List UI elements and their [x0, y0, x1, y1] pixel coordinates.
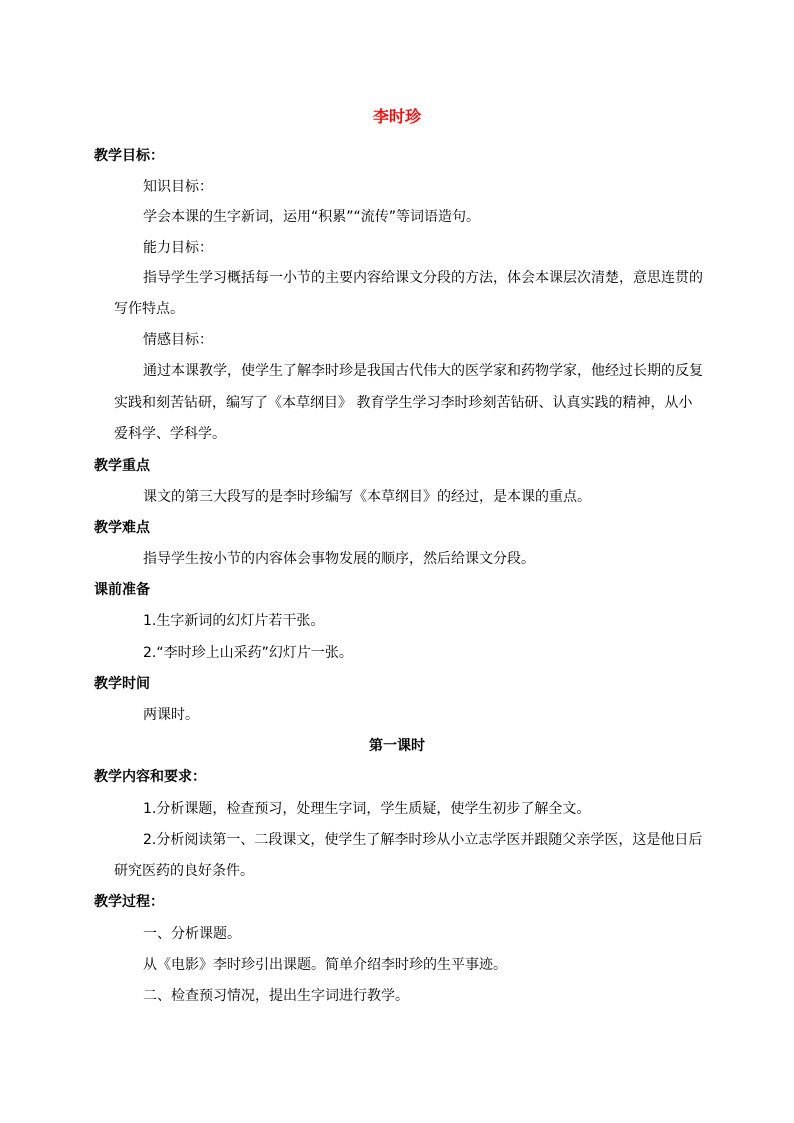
teaching-time-heading: 教学时间 — [94, 676, 150, 692]
lesson-one-heading: 第一课时 — [369, 738, 425, 754]
ability-goal-text-line-1: 指导学生学习概括每一小节的主要内容给课文分段的方法，体会本课层次清楚，意思连贯的 — [143, 270, 703, 286]
key-points-heading: 教学重点 — [94, 458, 150, 474]
knowledge-goal-label: 知识目标： — [143, 179, 213, 195]
content-requirement-item-line-1: 2.分析阅读第一、二段课文，使学生了解李时珍从小立志学医并跟随父亲学医，这是他日后 — [143, 832, 703, 848]
emotion-goal-label: 情感目标： — [143, 332, 213, 348]
process-step: 二、检查预习情况，提出生字词进行教学。 — [143, 988, 409, 1004]
preparation-heading: 课前准备 — [94, 582, 150, 598]
difficulties-heading: 教学难点 — [94, 520, 150, 536]
preparation-item: 1.生字新词的幻灯片若干张。 — [143, 613, 325, 629]
content-requirement-item-line-2: 研究医药的良好条件。 — [114, 863, 254, 879]
emotion-goal-text-line-1: 通过本课教学，使学生了解李时珍是我国古代伟大的医学家和药物学家，他经过长期的反复 — [143, 363, 703, 379]
content-requirements-heading: 教学内容和要求： — [94, 769, 206, 785]
teaching-process-heading: 教学过程： — [94, 894, 164, 910]
document-title: 李时珍 — [372, 107, 421, 126]
preparation-item: 2.“李时珍上山采药”幻灯片一张。 — [143, 645, 353, 661]
key-points-text: 课文的第三大段写的是李时珍编写《本草纲目》的经过，是本课的重点。 — [143, 489, 591, 505]
process-step: 一、分析课题。 — [143, 926, 241, 942]
difficulties-text: 指导学生按小节的内容体会事物发展的顺序，然后给课文分段。 — [143, 551, 535, 567]
process-step-text: 从《电影》李时珍引出课题。简单介绍李时珍的生平事迹。 — [143, 957, 507, 973]
goals-heading: 教学目标： — [94, 148, 164, 164]
content-requirement-item: 1.分析课题，检查预习，处理生字词，学生质疑，使学生初步了解全文。 — [143, 801, 591, 817]
ability-goal-label: 能力目标： — [143, 240, 213, 256]
knowledge-goal-text: 学会本课的生字新词，运用“积累”“流传”等词语造句。 — [143, 209, 481, 225]
ability-goal-text-line-2: 写作特点。 — [114, 301, 184, 317]
teaching-time-text: 两课时。 — [143, 707, 199, 723]
emotion-goal-text-line-2: 实践和刻苦钻研，编写了《本草纲目》 教育学生学习李时珍刻苦钻研、认真实践的精神，从小 — [114, 395, 693, 411]
emotion-goal-text-line-3: 爱科学、学科学。 — [114, 426, 226, 442]
